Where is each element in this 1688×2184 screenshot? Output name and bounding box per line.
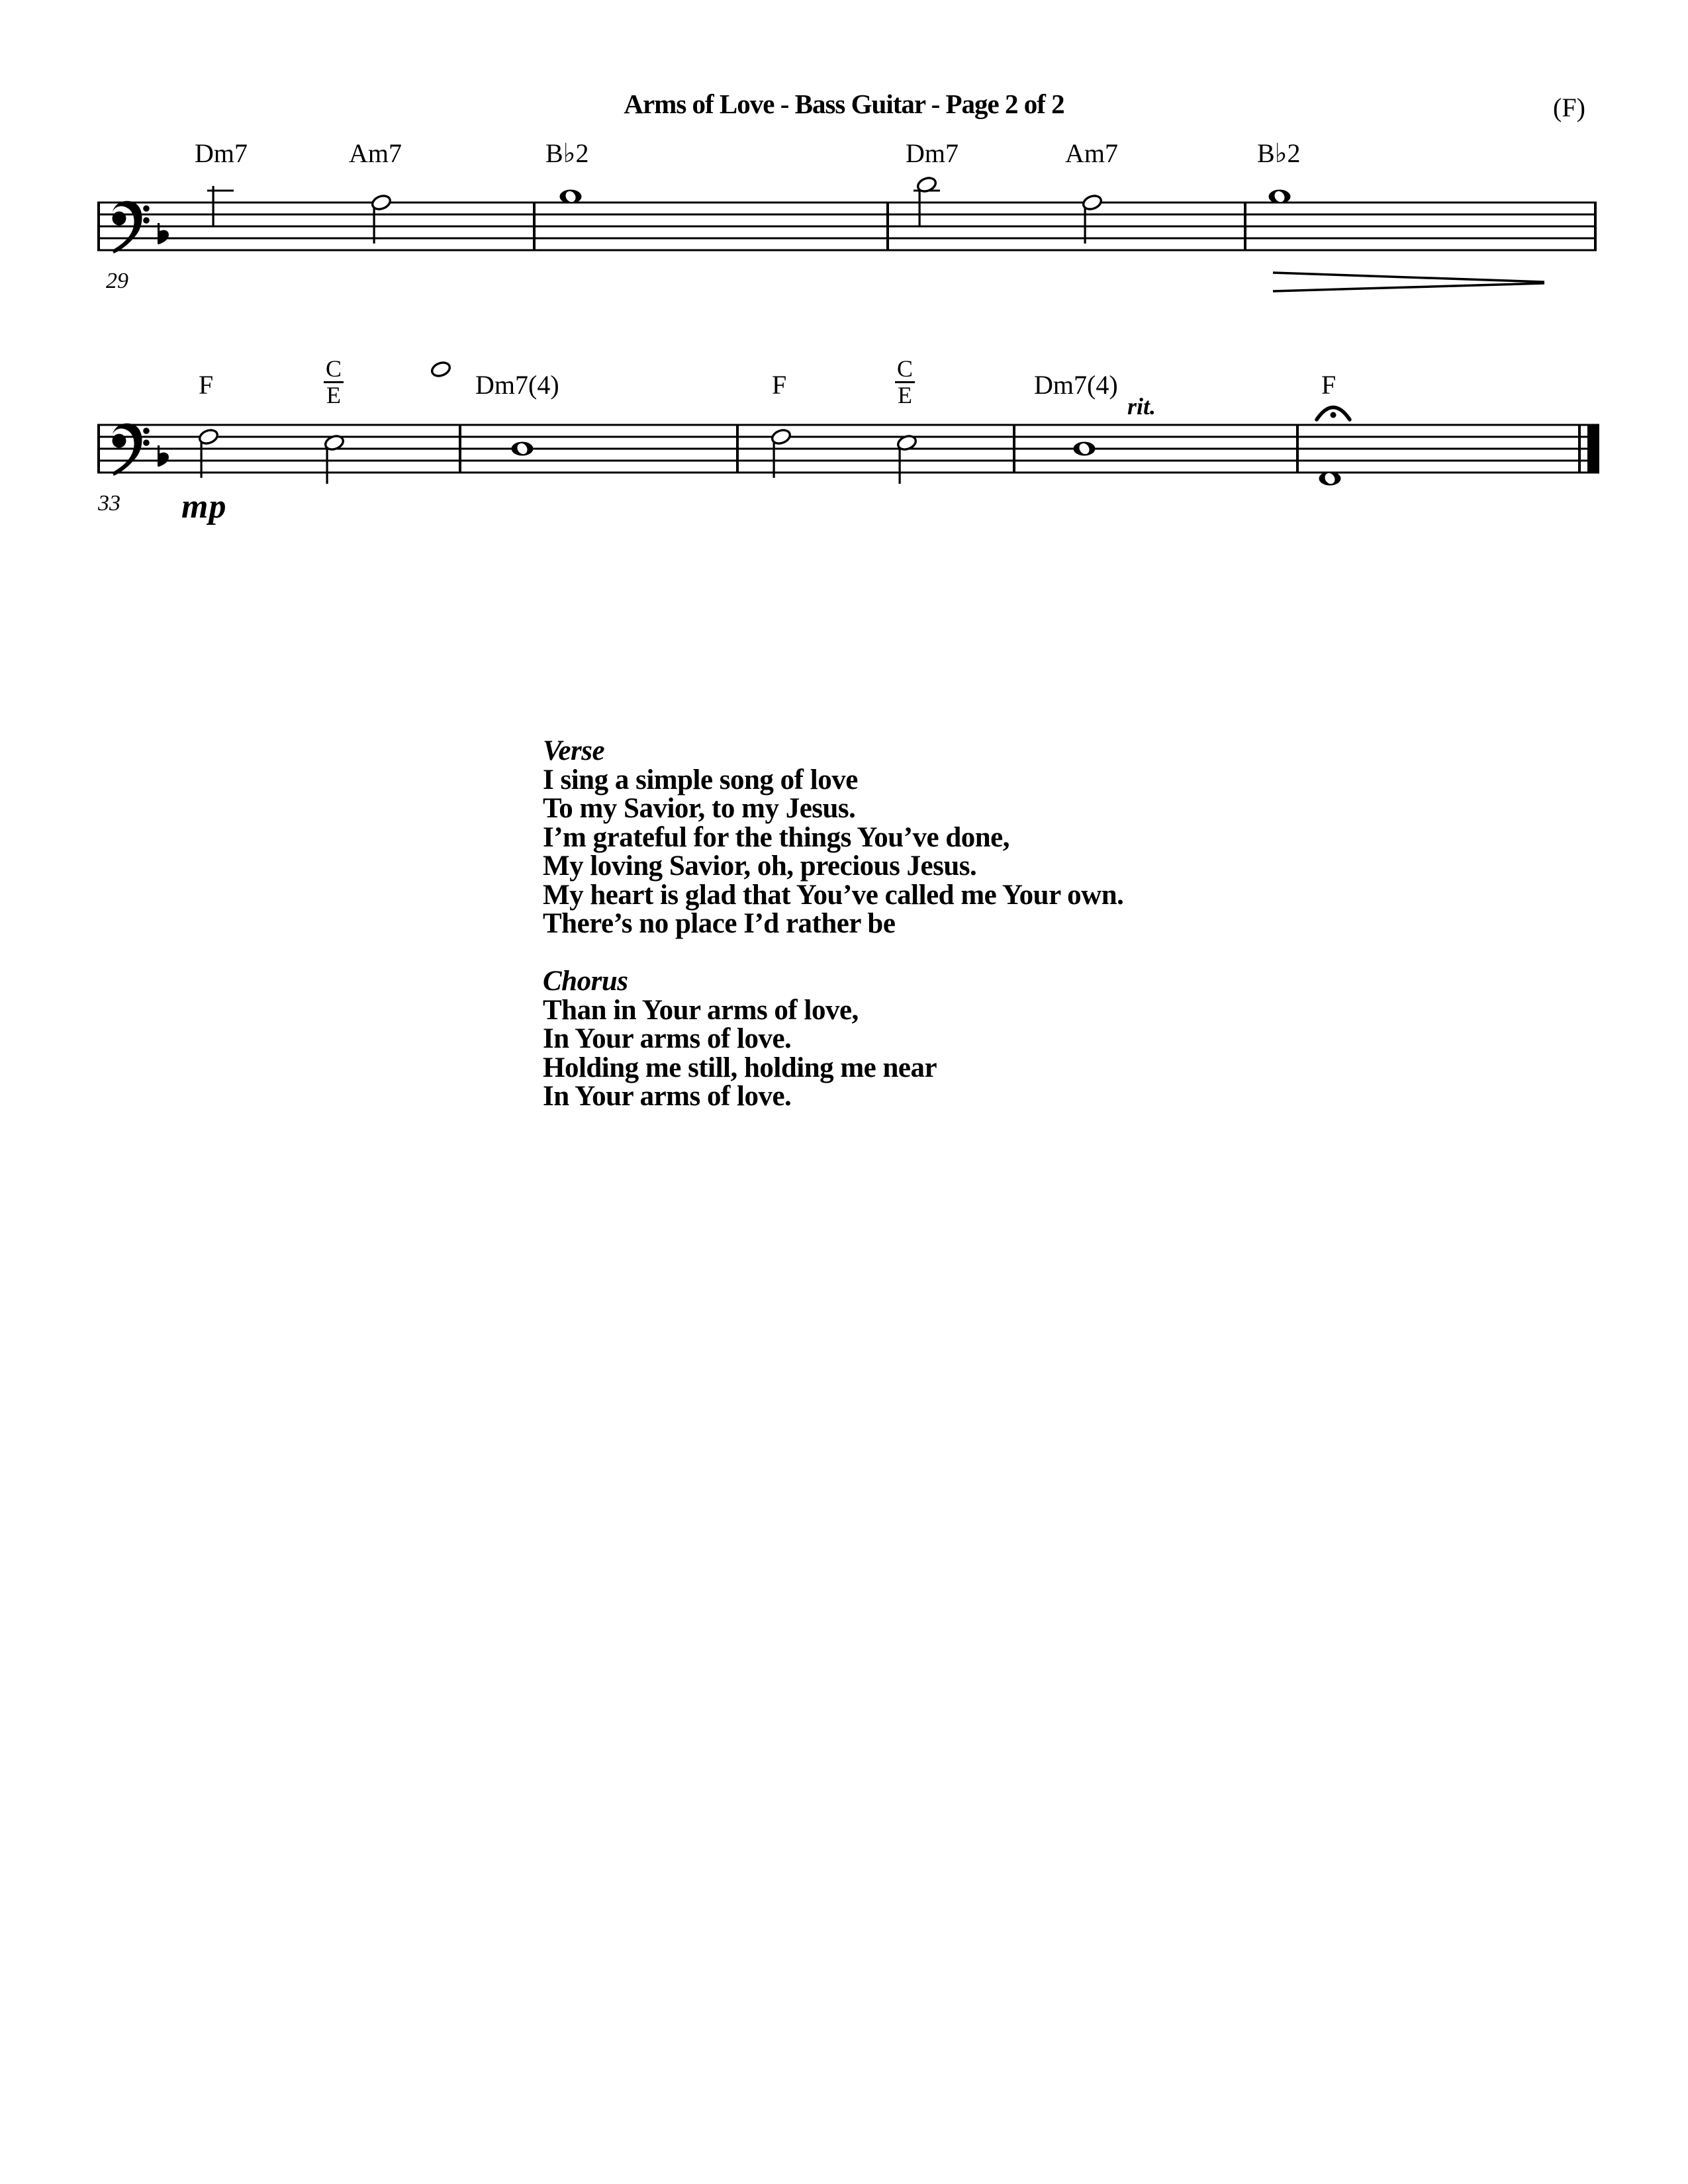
half-note-f [771, 428, 792, 478]
ritardando-label: rit. [1127, 393, 1156, 420]
half-note-a [1082, 193, 1103, 244]
lyric-line: In Your arms of love. [543, 1023, 792, 1054]
lyrics-verse [543, 737, 1123, 938]
fermata-icon [1317, 408, 1350, 420]
verse-heading: Verse [543, 735, 605, 766]
chord-label-slash [324, 355, 344, 408]
lyrics-chorus [543, 967, 937, 1111]
measure-number: 29 [106, 269, 128, 293]
chord-top: C [324, 358, 344, 383]
chord-bottom: E [898, 382, 912, 408]
staff-system-2 [97, 408, 1599, 486]
staff-lines [97, 424, 1599, 474]
chord-label: B♭2 [545, 138, 589, 168]
half-note-d [914, 175, 940, 226]
lyric-line: Holding me still, holding me near [543, 1052, 937, 1083]
key-label: (F) [1553, 93, 1585, 122]
whole-note-d [512, 441, 534, 456]
chord-top: C [895, 358, 915, 383]
dynamic-mp: mp [181, 488, 227, 525]
half-note-e [324, 433, 345, 484]
staff-lines [97, 202, 1597, 251]
chord-label: F [199, 370, 214, 400]
lyric-line: Than in Your arms of love, [543, 994, 859, 1026]
chorus-heading: Chorus [543, 966, 628, 997]
chord-label: B♭2 [1257, 138, 1301, 168]
half-note-f [198, 428, 219, 478]
half-note-a [371, 193, 392, 244]
lyric-line: I sing a simple song of love [543, 764, 858, 796]
lyric-line: My loving Savior, oh, precious Jesus. [543, 850, 977, 882]
lyric-line: To my Savior, to my Jesus. [543, 793, 856, 824]
lyric-line: In Your arms of love. [543, 1081, 792, 1112]
decrescendo-hairpin-icon [1273, 273, 1544, 291]
chord-label: F [1321, 370, 1336, 400]
chord-label: Dm7(4) [475, 370, 559, 400]
chord-label: Dm7(4) [1034, 370, 1118, 400]
half-note-e [896, 433, 917, 484]
chord-label-slash [895, 355, 915, 408]
chord-bottom: E [326, 382, 341, 408]
lyric-line: There’s no place I’d rather be [543, 908, 896, 939]
measure-number: 33 [98, 491, 120, 516]
chord-label: Dm7 [906, 138, 959, 168]
whole-note-d [1074, 441, 1096, 456]
lyric-line: My heart is glad that You’ve called me Your own. [543, 879, 1124, 911]
chord-label: Dm7 [195, 138, 248, 168]
chord-label: F [772, 370, 787, 400]
page-title: Arms of Love - Bass Guitar - Page 2 of 2 [624, 89, 1064, 119]
chord-label: Am7 [349, 138, 402, 168]
lyric-line: I’m grateful for the things You’ve done, [543, 821, 1009, 853]
staff-system-1 [97, 175, 1597, 378]
chord-label: Am7 [1065, 138, 1118, 168]
